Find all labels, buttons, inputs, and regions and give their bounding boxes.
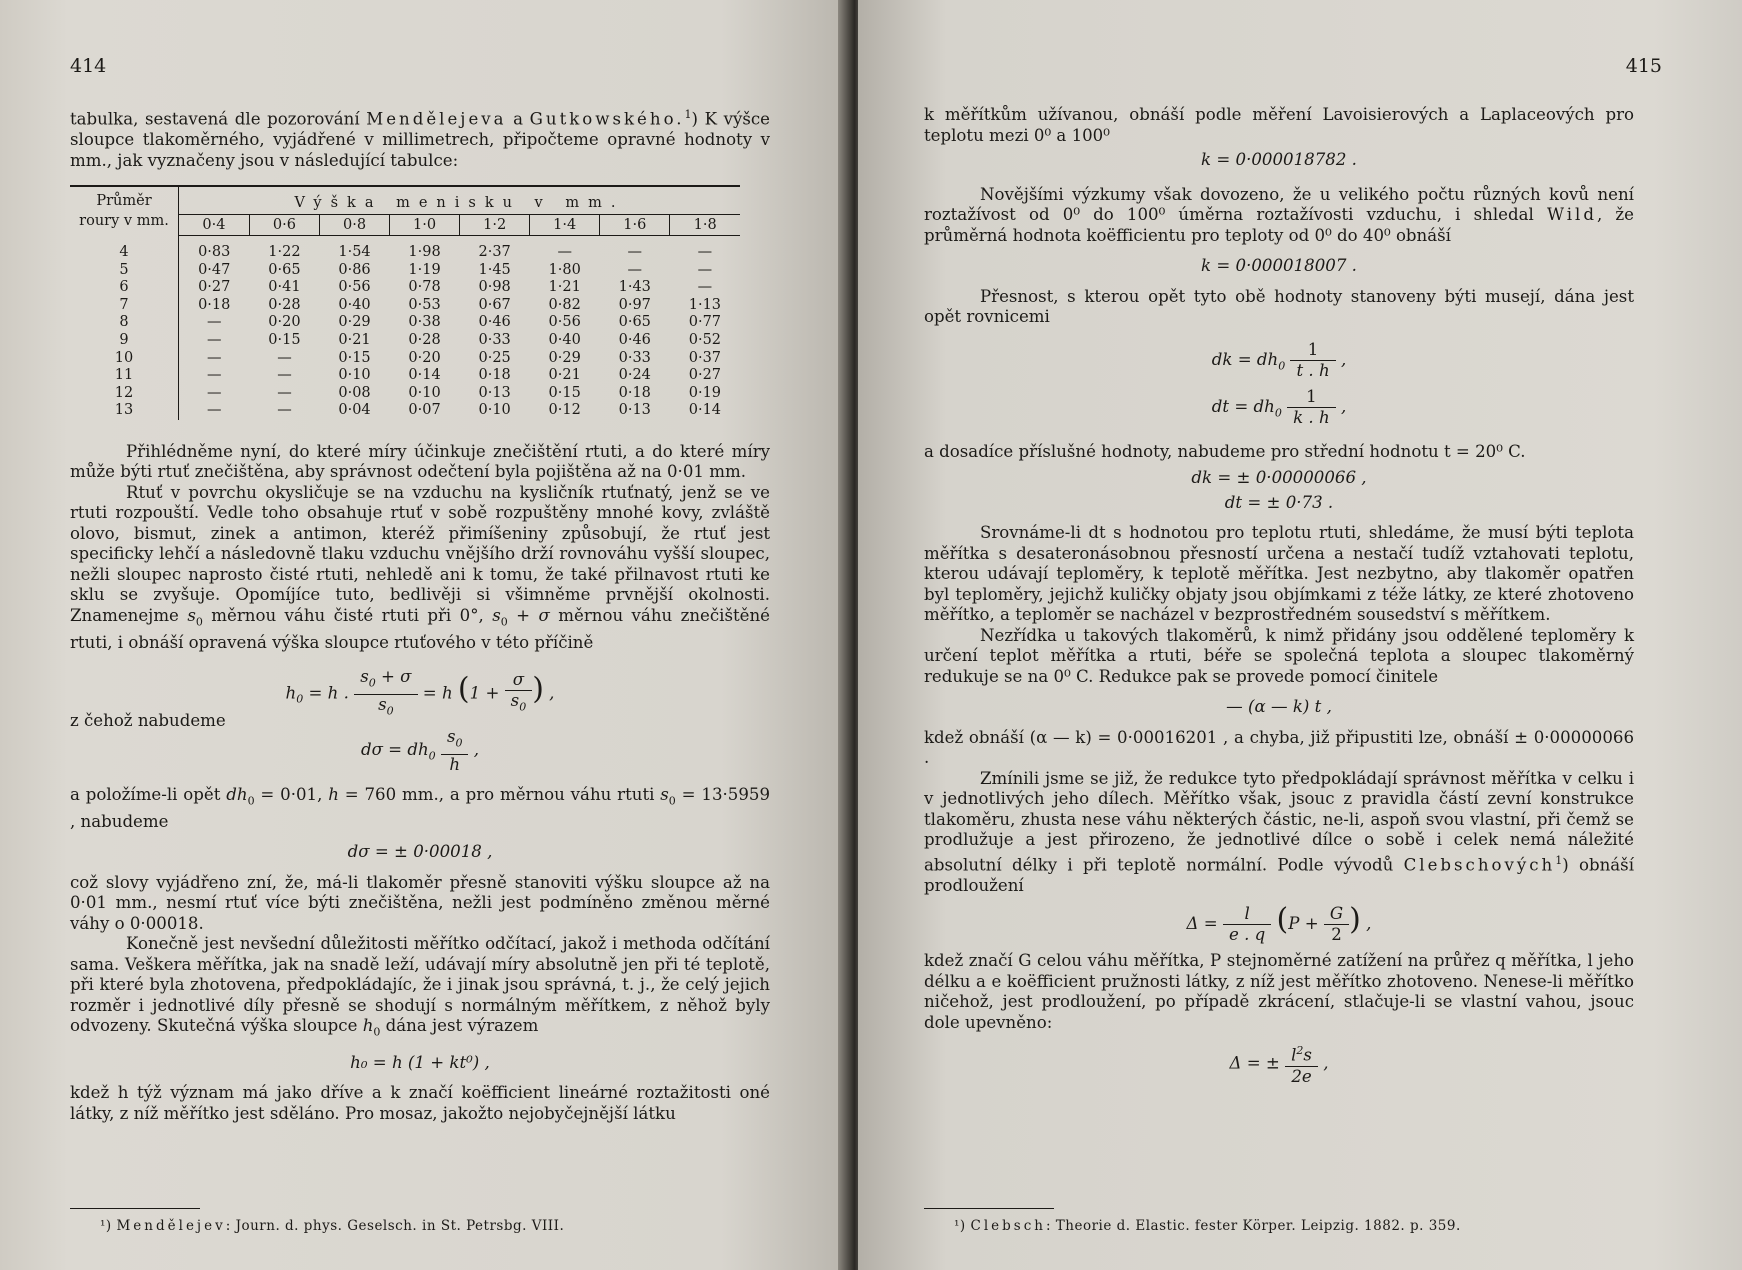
page-number: 414 [70,55,107,77]
table-cell: 0·40 [338,296,371,313]
table-cell: 0·19 [688,384,722,401]
table-cell: 0·15 [268,332,301,348]
paragraph: Přesnost, s kterou opět tyto obě hodnoty stanoveny býti musejí, dána jest opět rovnicemi [924,286,1634,326]
table-cell: 0·20 [408,349,441,366]
footnote-divider [70,1208,200,1209]
table-cell: — [277,349,292,366]
table-row [70,279,740,297]
table-cell: 0·82 [548,296,581,313]
equation: k = 0·000018007 . [1201,256,1357,275]
equation: dk = $dh_0$ $\frac{1}{t . h}$ , [1211,339,1347,380]
table-cell: — [627,244,643,261]
table-cell: 0·46 [618,332,651,348]
table-cell: — [697,244,713,261]
table-cell: 0·83 [198,244,231,261]
row-diameter: 12 [70,385,179,403]
paragraph: a položíme-li opět $dh_0 = 0\cdot 01$, h = 760 mm., a pro měrnou váhu rtuti $s_0 = 13\cdot 5959$ , nabudeme [70,784,771,831]
table-cell: 1·21 [548,279,581,296]
paragraph: z čehož nabudeme [70,710,226,730]
paragraph: Srovnáme-li dt s hodnotou pro teplotu rtuti, shledáme, že musí býti teplota měřítka s desateronásobnou přesností určena a nestačí tudíž vztahovati teplotu, kterou udávají teploměry, k teplotě měřítka. Jest nezbytno, aby tlakoměr opatřen byl teploměry, jejichž kuličky objaty jsou objímkami z téže látky, ze které zhotoveno měřítko, a teploměr se nacházel v bezprostředném sousedství s měřítkem. [924,523,1634,624]
table-cell: 0·21 [338,332,371,348]
column-group-label: Výška menisku v mm. [179,186,741,214]
row-diameter: 8 [70,314,179,332]
author-name: Mendělejeva [366,109,507,129]
table-cell: 1·54 [338,244,371,261]
table-cell: 1·80 [548,261,581,278]
equation: h₀ = h (1 + kt⁰) , [350,1052,490,1072]
paragraph: kdež obnáší (α — k) = 0·00016201 , a chyba, již připustiti lze, obnáší ± 0·00000066 . [924,727,1634,767]
table-cell: 0·27 [688,367,722,384]
table-row [70,332,740,350]
equation: $h_0 = h$ . $\frac{s_0 + \sigma}{s_0}$ = h (1 + $\frac{\sigma}{s_0}$ ) , [285,667,555,717]
paragraph: Rtuť v povrchu okysličuje se na vzduchu na kysličník rtuťnatý, jenž se ve rtuti rozpouští. Vedle toho obsahuje rtuť v sobě rozpuštěny mnohé kovy, zvláště olovo, bismut, zinek a antimon, kteréž přimíšeniny způsobují, že rtuť jest specificky lehčí a následovně tlaku vzduchu vnějšího drží rovnováhu vyšší sloupec, nežli sloupec naprosto čisté rtuti, nehledě ani k tomu, že také přilnavost rtuti ke sklu se zvyšuje. Opomíjíce tuto, bedlivěji si všimněme prvnější okolnosti. Znamenejme $s_0$ měrnou váhu čisté rtuti při 0°, $s_0 + \sigma$ měrnou váhu znečištěné rtuti, i obnáší opravená výška sloupce rtuťového v této příčině [70,482,770,652]
row-diameter: 13 [70,402,179,420]
table-cell: — [277,402,292,419]
equation: dt = ± 0·73 . [1224,492,1334,512]
table-cell: 0·56 [548,314,581,331]
table-cell: 0·10 [338,367,371,384]
table-cell: 0·21 [548,367,581,384]
table-cell: — [627,261,643,278]
table-cell: 0·67 [478,296,511,313]
table-cell: 0·15 [338,349,371,366]
table-cell: — [206,384,222,401]
table-cell: 0·14 [408,367,441,384]
table-cell: 0·18 [478,367,511,384]
equation: dk = ± 0·00000066 , [1191,468,1367,487]
table-cell: 0·18 [198,296,231,313]
row-diameter: 11 [70,367,179,385]
table-cell: 0·13 [618,402,651,419]
table-cell: 0·18 [618,384,651,401]
left-page [0,0,848,1270]
column-header: 1·0 [390,214,460,236]
table-cell: — [697,261,713,278]
table-cell: — [206,402,222,419]
table-cell: 0·65 [268,261,301,278]
row-header-label: Průměr roury v mm. [70,186,179,236]
equation: dσ = ± 0·00018 , [347,842,493,862]
table-cell: 0·15 [548,384,581,401]
meniscus-correction-table [70,185,740,420]
table-cell: 0·52 [688,332,722,348]
column-header: 1·6 [600,214,670,236]
table-cell: 0·65 [618,314,651,331]
table-cell: 1·98 [408,244,441,261]
table-cell: 0·86 [338,261,371,278]
row-diameter: 9 [70,332,179,350]
table-row [70,367,740,385]
row-diameter: 5 [70,262,179,280]
table-cell: 0·07 [408,402,441,419]
table-cell: — [277,384,292,401]
table-cell: 0·04 [338,402,371,419]
equation: Δ = ± $\frac{l^2s}{2e}$ , [924,1041,1634,1087]
left-page-body [70,105,770,1124]
table-cell: — [557,244,572,261]
column-header: 0·4 [179,214,250,236]
table-cell: 0·10 [478,402,511,419]
equation: $d\sigma = dh_0$ $\frac{s_0}{h}$ , [360,727,480,774]
footnote: ¹) Clebsch: Theorie d. Elastic. fester Körper. Leipzig. 1882. p. 359. [954,1218,1461,1234]
row-diameter: 10 [70,350,179,368]
author-name: Gutkowského. [529,109,685,129]
table-cell: 1·13 [688,296,722,313]
paragraph: k měřítkům užívanou, obnáší podle měření Lavoisierových a Laplaceových pro teplotu mezi 0⁰ a 100⁰ [924,105,1634,145]
page-number: 415 [1625,55,1662,77]
table-cell: — [206,314,222,331]
footnote: ¹) Mendělejev: Journ. d. phys. Geselsch. in St. Petrsbg. VIII. [100,1218,565,1234]
paragraph: kdež značí G celou váhu měřítka, P stejnoměrné zatížení na průřez q měřítka, l jeho délku a e koëfficient pružnosti látky, z níž jest měřítko zhotoveno. Nenese-li měřítko ničehož, jest prodloužení, po případě zkrácení, stlačuje-li se vlastní vahou, jsouc dole upevněno: [924,951,1634,1032]
column-header: 1·4 [530,214,600,236]
right-page [858,0,1742,1270]
author-name: Wild [1546,205,1597,224]
right-page-body [924,105,1634,1087]
table-cell: 1·43 [618,279,651,296]
table-row [70,402,740,420]
table-row [70,236,740,262]
table-cell: 0·28 [408,332,441,348]
table-cell: 0·56 [338,279,371,296]
table-cell: 0·33 [478,332,511,348]
paragraph: Konečně jest nevšední důležitosti měřítko odčítací, jakož i methoda odčítání sama. Veškera měřítka, jak na snadě leží, udávají míry absolutně jen při té teplotě, při které byla zhotovena, předpokládajíc, že i jinak jsou správná, t. j., že celý jejich rozměr i jednotlivé díly přesně se shodují s normálným měřítkem, z něhož byly odvozeny. Skutečná výška sloupce $h_0$ dána jest výrazem [70,934,770,1039]
table-cell: — [697,279,713,296]
paragraph: Nezřídka u takových tlakoměrů, k nimž přidány jsou oddělené teploměry k určení teplot měřítka a rtuti, béře se společná teplota a sloupec tlakoměrný redukuje se na 0⁰ C. Redukce pak se provede pomocí činitele [924,625,1634,686]
intro-paragraph: tabulka, sestavená dle pozorování Mendělejeva a Gutkowského.$^1$) K výšce sloupce tlakoměrného, vyjádřené v millimetrech, připočteme opravné hodnoty v mm., jak vyznačeny jsou v následující tabulce: [70,108,770,170]
table-body [70,236,740,420]
table-cell: 0·29 [338,314,371,331]
column-header: 0·6 [249,214,319,236]
table-cell: 1·19 [408,261,441,278]
equation: dt = $dh_0$ $\frac{1}{k . h}$ , [1211,386,1347,427]
table-cell: 0·33 [618,349,651,366]
table-row [70,314,740,332]
table-cell: 0·10 [408,384,441,401]
table-cell: 1·45 [478,261,511,278]
footnote-ref: 1 [684,108,692,121]
table-cell: 2·37 [478,244,511,261]
table-cell: 0·27 [198,279,231,296]
paragraph: a dosadíce příslušné hodnoty, nabudeme pro střední hodnotu t = 20⁰ C. [924,441,1526,461]
table-cell: 0·08 [338,384,371,401]
paragraph: což slovy vyjádřeno zní, že, má-li tlakoměr přesně stanoviti výšku sloupce až na 0·01 mm., nesmí rtuť více býti znečištěna, nežli jest podmíněno změnou měrné váhy o 0·00018. [70,872,770,933]
table-cell: 0·29 [548,349,581,366]
row-diameter: 7 [70,297,179,315]
table-cell: 0·28 [268,296,301,313]
table-cell: 0·14 [688,402,722,419]
table-row [70,385,740,403]
table-cell: 0·25 [478,349,511,366]
table-cell: 0·24 [618,367,651,384]
row-diameter: 4 [70,236,179,262]
table-row [70,350,740,368]
table-cell: 0·97 [618,296,651,313]
footnote-ref: 1 [1555,853,1563,867]
column-header: 0·8 [319,214,389,236]
table-cell: 0·40 [548,332,581,348]
paragraph: Novějšími výzkumy však dovozeno, že u velikého počtu různých kovů není roztažívost od 0⁰ do 100⁰ úměrna roztažívosti vzduchu, i shledal Wild, že průměrná hodnota koëfficientu pro teploty od 0⁰ do 40⁰ obnáší [924,184,1634,245]
table-cell: — [206,349,222,366]
author-name: Clebschových [1403,855,1556,875]
paragraph: Zmínili jsme se již, že redukce tyto předpokládají správnost měřítka v celku i v jednotlivých jeho dílech. Měřítko však, jsouc z pravidla částí zevní konstrukce tlakoměru, zhusta nese váhu některých částic, ne-li, aspoň svou vlastní, při čemž se prodlužuje a jest přirozeno, že jednotlivé dílce o sobě i celek nemá náležité absolutní délky i při teplotě normální. Podle vývodů Clebschových$^1$) obnáší prodloužení [924,768,1634,895]
table-row [70,262,740,280]
paragraph: kdež h týž význam má jako dříve a k značí koëfficient lineárné roztažitosti oné látky, z níž měřítko jest sděláno. Pro mosaz, jakožto nejobyčejnější látku [70,1083,770,1123]
paragraph: Přihlédněme nyní, do které míry účinkuje znečištění rtuti, a do které míry může býti rtuť znečištěna, aby správnost odečtení byla pojištěna až na 0·01 mm. [70,441,770,482]
column-header: 1·2 [460,214,530,236]
table-row [70,297,740,315]
equation: k = 0·000018782 . [1201,150,1357,169]
table-cell: 0·20 [268,314,301,331]
table-cell: 0·41 [268,279,301,296]
table-cell: — [277,367,292,384]
table-cell: 0·77 [688,314,722,331]
table-cell: — [206,332,222,348]
table-cell: 0·98 [478,279,511,296]
table-cell: 0·78 [408,279,441,296]
row-diameter: 6 [70,279,179,297]
table-cell: 0·12 [548,402,581,419]
table-cell: 0·53 [408,296,441,313]
table-cell: 0·13 [478,384,511,401]
equation: — (α — k) t , [1226,697,1332,716]
table-cell: 0·46 [478,314,511,331]
table-cell: 0·47 [198,261,231,278]
table-cell: 0·38 [408,314,441,331]
equation: Δ = $\frac{l}{e . q}$ (P + $\frac{G}{2}$ ) , [1186,902,1372,945]
table-cell: 1·22 [268,244,301,261]
table-cell: — [206,367,222,384]
table-cell: 0·37 [688,349,722,366]
column-header: 1·8 [670,214,740,236]
footnote-divider [924,1208,1054,1209]
